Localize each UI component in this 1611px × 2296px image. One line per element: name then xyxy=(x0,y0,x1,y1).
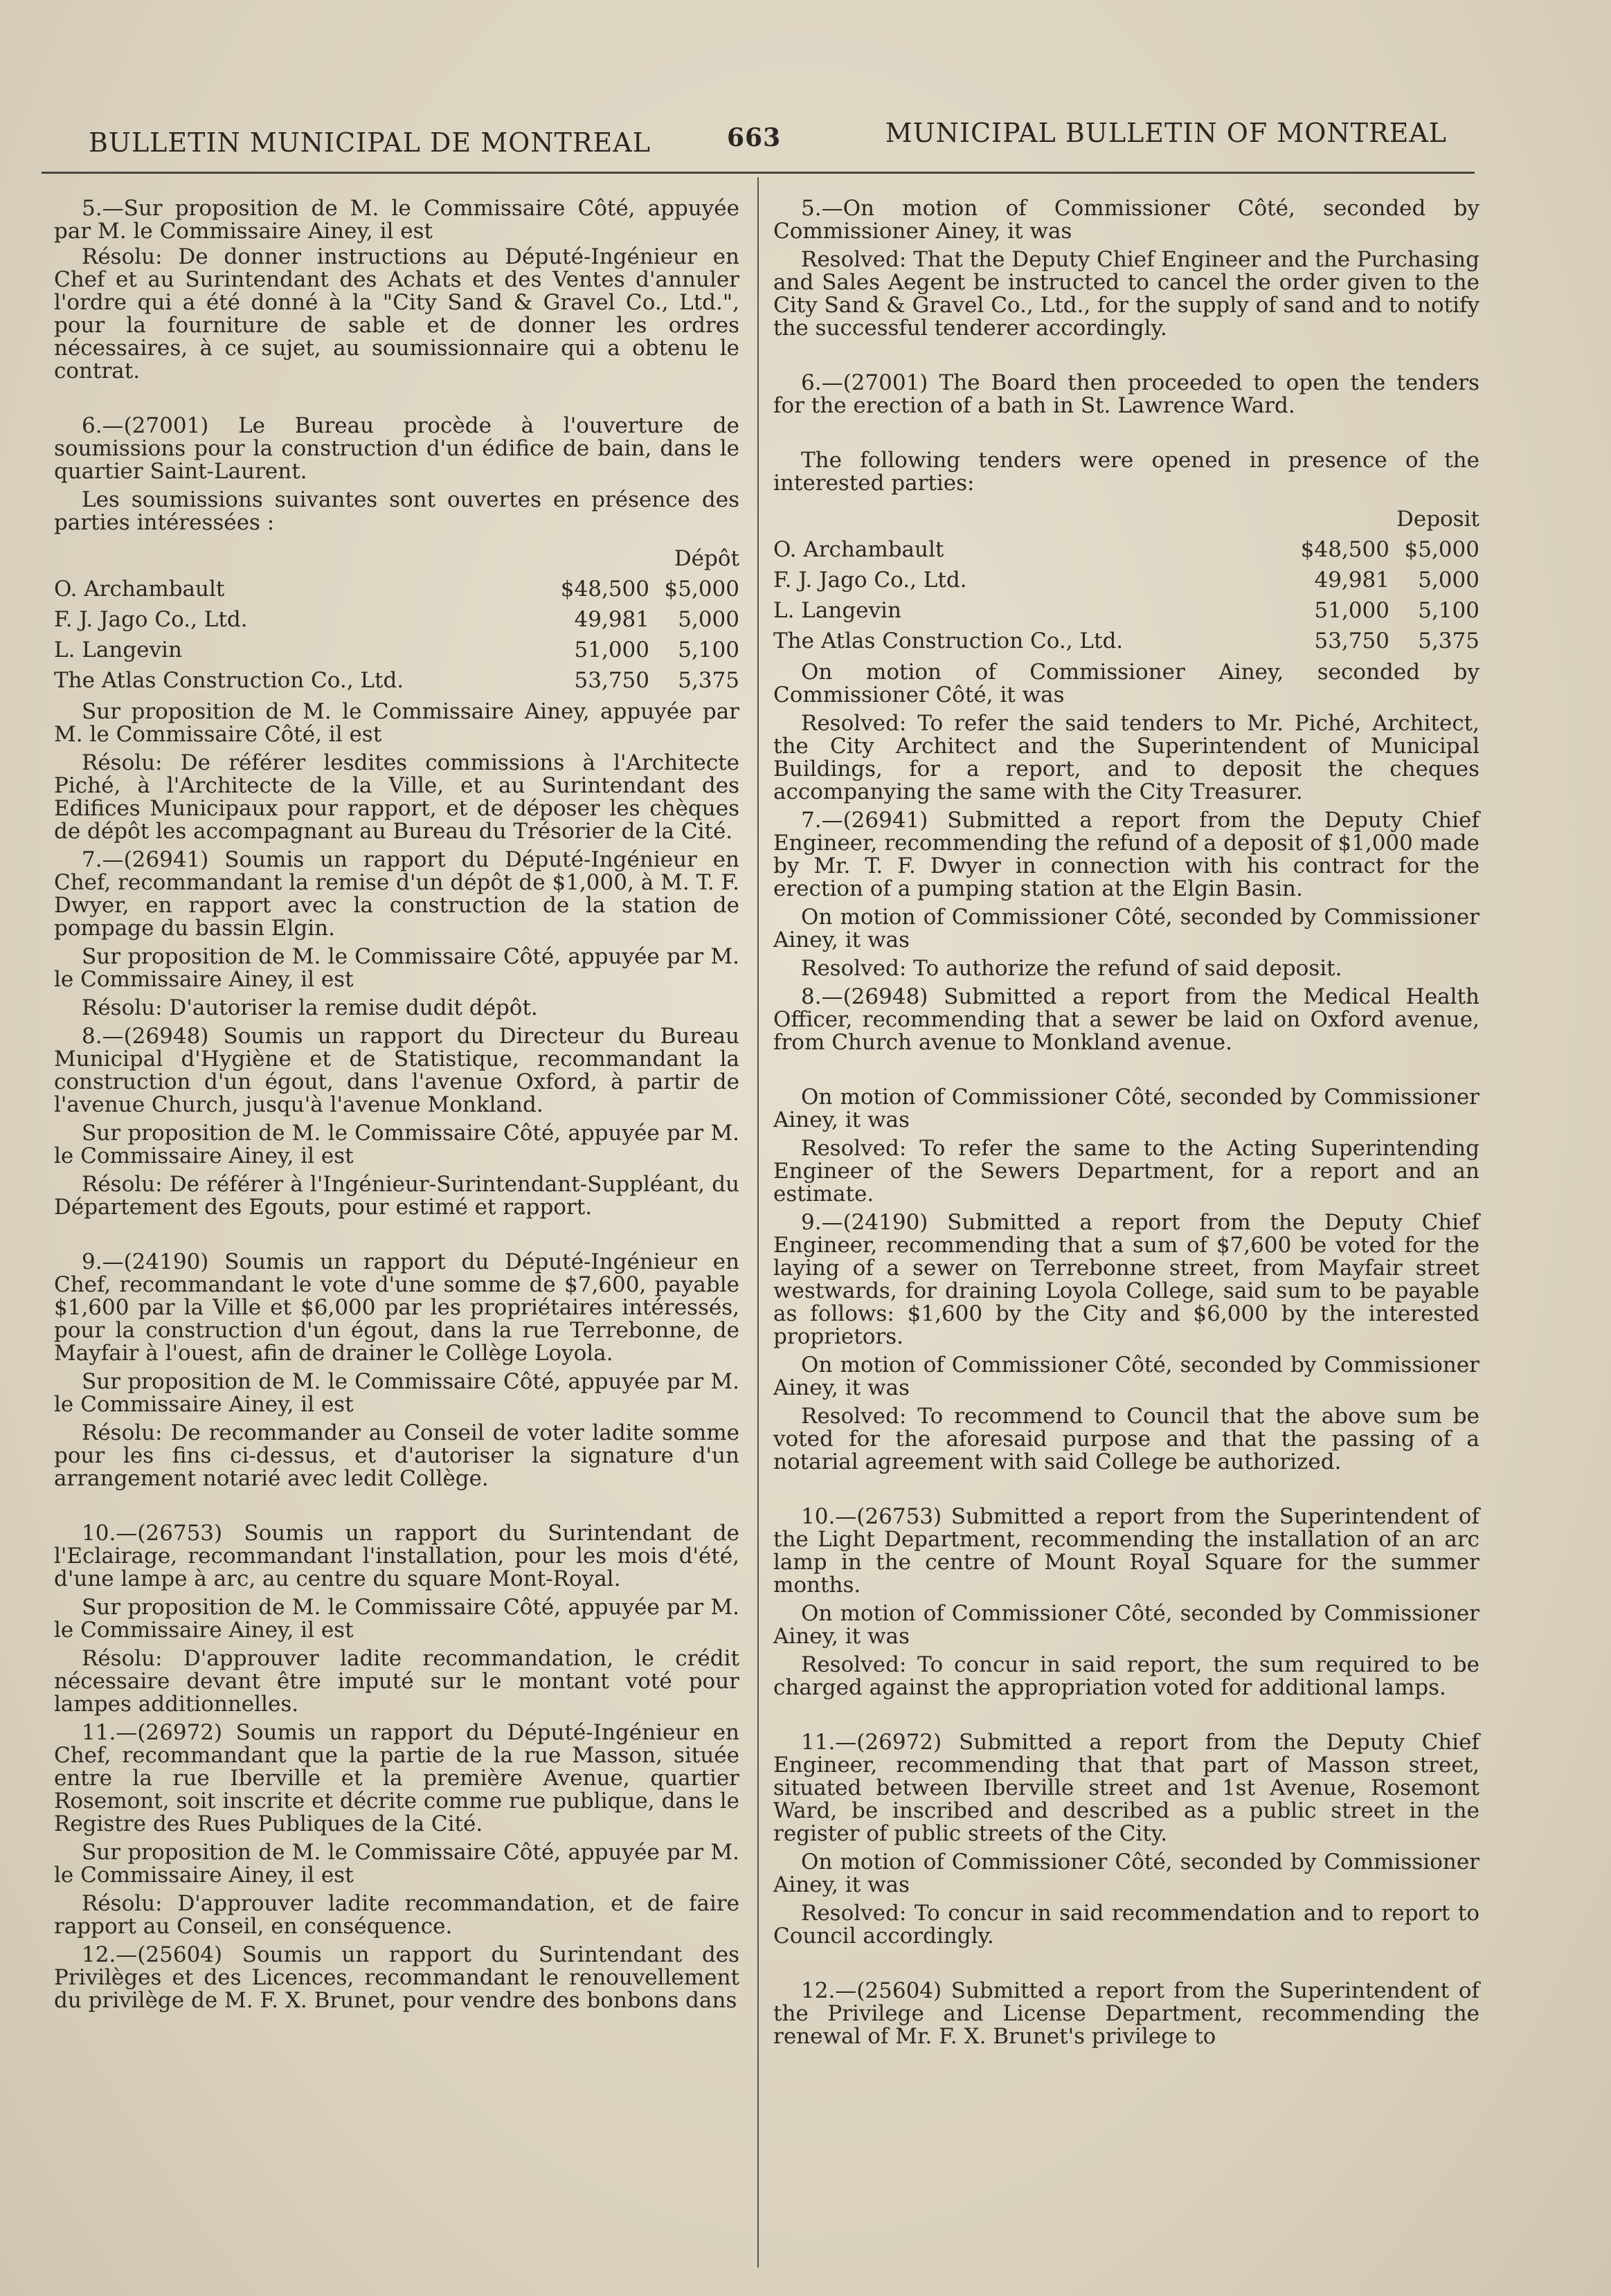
fr-item10-motion: Sur proposition de M. le Commissaire Côté, appuyée par M. le Commissaire Ainey, il est xyxy=(54,1595,739,1643)
header-rule xyxy=(42,172,1475,174)
fr-item8-motion: Sur proposition de M. le Commissaire Côté, appuyée par M. le Commissaire Ainey, il est xyxy=(54,1121,739,1168)
fr-item11-motion: Sur proposition de M. le Commissaire Côté, appuyée par M. le Commissaire Ainey, il est xyxy=(54,1840,739,1888)
fr-item6-motion: Sur proposition de M. le Commissaire Ainey, appuyée par M. le Commissaire Côté, il est xyxy=(54,699,739,747)
table-row xyxy=(773,561,1479,592)
en-item8-text: 8.—(26948) Submitted a report from the Medical Health Officer, recommending that a sewer be laid on Oxford avenue, from Church avenue to Monkland avenue. xyxy=(773,984,1479,1055)
header-title-english: MUNICIPAL BULLETIN OF MONTREAL xyxy=(885,118,1447,148)
en-item6-resolved: Resolved: To refer the said tenders to Mr. Piché, Architect, the City Architect and the Superintendent of Municipal Buildings, for a report, and to deposit the cheques accompanying the same with the City Treasurer. xyxy=(773,711,1479,804)
header-title-french: BULLETIN MUNICIPAL DE MONTREAL xyxy=(89,127,651,158)
en-item11-text: 11.—(26972) Submitted a report from the Deputy Chief Engineer, recommending that that part of Masson street, situated between Iberville street and 1st Avenue, Rosemont Ward, be inscribed and described as a public street in the register of public streets of the City. xyxy=(773,1730,1479,1846)
fr-item11-text: 11.—(26972) Soumis un rapport du Député-Ingénieur en Chef, recommandant que la partie de la rue Masson, située entre la rue Iberville et la première Avenue, quartier Rosemont, soit inscrite et décrite comme rue publique, dans le Registre des Rues Publiques de la Cité. xyxy=(54,1720,739,1836)
table-row xyxy=(54,662,739,692)
en-item9-text: 9.—(24190) Submitted a report from the Deputy Chief Engineer, recommending that a sum of $7,600 be voted for the laying of a sewer on Terrebonne street, from Mayfair street westwards, for draining Loyola College, said sum to be payable as follows: $1,600 by the City and $6,000 by the interested proprietors. xyxy=(773,1210,1479,1349)
tender-deposit: 5,375 xyxy=(1418,629,1479,653)
en-item12-text: 12.—(25604) Submitted a report from the Superintendent of the Privilege and License Department, recommending the renewal of Mr. F. X. Brunet's privilege to xyxy=(773,1978,1479,2049)
fr-item8-text: 8.—(26948) Soumis un rapport du Directeur du Bureau Municipal d'Hygiène et de Statistique, recommandant la construction d'un égout, dans l'avenue Oxford, à partir de l'avenue Church, jusqu'à l'avenue Monkland. xyxy=(54,1024,739,1117)
en-item8-motion: On motion of Commissioner Côté, seconded by Commissioner Ainey, it was xyxy=(773,1085,1479,1132)
fr-item7-motion: Sur proposition de M. le Commissaire Côté, appuyée par M. le Commissaire Ainey, il est xyxy=(54,944,739,992)
en-item9-motion: On motion of Commissioner Côté, seconded by Commissioner Ainey, it was xyxy=(773,1353,1479,1400)
tender-amount: 53,750 xyxy=(1314,629,1389,653)
en-item10-resolved: Resolved: To concur in said report, the sum required to be charged against the appropriation voted for additional lamps. xyxy=(773,1652,1479,1700)
tender-deposit: $5,000 xyxy=(664,577,739,602)
fr-tenders-table xyxy=(54,540,739,692)
tender-deposit: 5,100 xyxy=(678,638,739,662)
en-item7-text: 7.—(26941) Submitted a report from the Deputy Chief Engineer, recommending the refund of a deposit of $1,000 made by Mr. T. F. Dwyer in connection with his contract for the erection of a pumping station at the Elgin Basin. xyxy=(773,808,1479,901)
tender-name: F. J. Jago Co., Ltd. xyxy=(773,568,967,593)
en-item7-resolved: Resolved: To authorize the refund of said deposit. xyxy=(801,956,1342,981)
page-number: 663 xyxy=(727,123,782,152)
tender-deposit: 5,000 xyxy=(1418,568,1479,593)
tender-amount: 51,000 xyxy=(574,638,649,662)
fr-item5-motion: 5.—Sur proposition de M. le Commissaire Côté, appuyée par M. le Commissaire Ainey, il est xyxy=(54,196,739,244)
page-header xyxy=(83,118,1447,166)
table-row xyxy=(54,570,739,601)
table-row xyxy=(54,631,739,662)
en-item6-motion: On motion of Commissioner Ainey, seconded by Commissioner Côté, it was xyxy=(773,660,1479,707)
en-item8-resolved: Resolved: To refer the same to the Acting Superintending Engineer of the Sewers Department, for a report and an estimate. xyxy=(773,1136,1479,1206)
tender-amount: 51,000 xyxy=(1314,598,1389,623)
fr-item5-resolved: Résolu: De donner instructions au Député-Ingénieur en Chef et au Surintendant des Achats et des Ventes d'annuler l'ordre qui a été donné à la "City Sand & Gravel Co., Ltd.", pour la fourniture de sable et de donner les ordres nécessaires, à ce sujet, au soumissionnaire qui a obtenu le contrat. xyxy=(54,244,739,383)
fr-item9-resolved: Résolu: De recommander au Conseil de voter ladite somme pour les fins ci-dessus, et d'autoriser la signature d'un arrangement notarié avec ledit Collège. xyxy=(54,1420,739,1491)
en-item5-motion: 5.—On motion of Commissioner Côté, seconded by Commissioner Ainey, it was xyxy=(773,196,1479,244)
tender-amount: $48,500 xyxy=(1300,537,1389,562)
en-item6-intro: The following tenders were opened in presence of the interested parties: xyxy=(773,448,1479,496)
table-row xyxy=(773,592,1479,622)
column-divider xyxy=(757,177,759,2268)
tender-name: The Atlas Construction Co., Ltd. xyxy=(773,629,1124,653)
fr-item9-motion: Sur proposition de M. le Commissaire Côté, appuyée par M. le Commissaire Ainey, il est xyxy=(54,1369,739,1417)
en-item11-resolved: Resolved: To concur in said recommendation and to report to Council accordingly. xyxy=(773,1901,1479,1949)
en-item10-motion: On motion of Commissioner Côté, seconded by Commissioner Ainey, it was xyxy=(773,1601,1479,1649)
tender-name: F. J. Jago Co., Ltd. xyxy=(54,607,248,632)
tender-amount: $48,500 xyxy=(560,577,649,602)
en-item11-motion: On motion of Commissioner Côté, seconded by Commissioner Ainey, it was xyxy=(773,1850,1479,1897)
tender-name: O. Archambault xyxy=(773,537,944,562)
tender-name: L. Langevin xyxy=(54,638,182,662)
fr-item9-text: 9.—(24190) Soumis un rapport du Député-Ingénieur en Chef, recommandant le vote d'une somme de $7,600, payable $1,600 par la Ville et $6,000 par les propriétaires intéressés, pour la construction d'un égout, dans la rue Terrebonne, de Mayfair à l'ouest, afin de drainer le Collège Loyola. xyxy=(54,1249,739,1366)
tender-deposit: 5,375 xyxy=(678,668,739,693)
tender-deposit: 5,000 xyxy=(678,607,739,632)
french-column xyxy=(54,197,739,2018)
en-item10-text: 10.—(26753) Submitted a report from the Superintendent of the Light Department, recommending the installation of an arc lamp in the centre of Mount Royal Square for the summer months. xyxy=(773,1504,1479,1598)
en-deposit-header: Deposit xyxy=(1396,507,1479,532)
tender-amount: 49,981 xyxy=(574,607,649,632)
en-item7-motion: On motion of Commissioner Côté, seconded by Commissioner Ainey, it was xyxy=(773,905,1479,952)
en-item6-text: 6.—(27001) The Board then proceeded to open the tenders for the erection of a bath in St. Lawrence Ward. xyxy=(773,370,1479,418)
en-item5-resolved: Resolved: That the Deputy Chief Engineer and the Purchasing and Sales Aegent be instructed to cancel the order given to the City Sand & Gravel Co., Ltd., for the supply of sand and to notify the successful tenderer accordingly. xyxy=(773,247,1479,341)
fr-deposit-header: Dépôt xyxy=(674,546,739,571)
fr-item7-text: 7.—(26941) Soumis un rapport du Député-Ingénieur en Chef, recommandant la remise d'un dépôt de $1,000, à M. T. F. Dwyer, en rapport avec la construction de la station de pompage du bassin Elgin. xyxy=(54,847,739,941)
fr-item8-resolved: Résolu: De référer à l'Ingénieur-Surintendant-Suppléant, du Département des Egouts, pour estimé et rapport. xyxy=(54,1172,739,1220)
en-item9-resolved: Resolved: To recommend to Council that the above sum be voted for the aforesaid purpose and that the passing of a notarial agreement with said College be authorized. xyxy=(773,1404,1479,1474)
table-row xyxy=(773,622,1479,653)
fr-item6-text: 6.—(27001) Le Bureau procède à l'ouverture de soumissions pour la construction d'un édifice de bain, dans le quartier Saint-Laurent. xyxy=(54,413,739,484)
fr-item11-resolved: Résolu: D'approuver ladite recommandation, et de faire rapport au Conseil, en conséquence. xyxy=(54,1891,739,1939)
fr-item12-text: 12.—(25604) Soumis un rapport du Surintendant des Privilèges et des Licences, recommandant le renouvellement du privilège de M. F. X. Brunet, pour vendre des bonbons dans xyxy=(54,1942,739,2013)
tender-amount: 49,981 xyxy=(1314,568,1389,593)
english-column xyxy=(773,197,1479,2054)
tender-name: O. Archambault xyxy=(54,577,225,602)
fr-item10-resolved: Résolu: D'approuver ladite recommandation, le crédit nécessaire devant être imputé sur le montant voté pour lampes additionnelles. xyxy=(54,1646,739,1717)
tender-deposit: $5,000 xyxy=(1404,537,1479,562)
fr-item10-text: 10.—(26753) Soumis un rapport du Surintendant de l'Eclairage, recommandant l'installation, pour les mois d'été, d'une lampe à arc, au centre du square Mont-Royal. xyxy=(54,1521,739,1591)
fr-item6-resolved: Résolu: De référer lesdites commissions à l'Architecte Piché, à l'Architecte de la Ville, et au Surintendant des Edifices Municipaux pour rapport, et de déposer les chèques de dépôt les accompagnant au Bureau du Trésorier de la Cité. xyxy=(54,750,739,844)
fr-item7-resolved: Résolu: D'autoriser la remise dudit dépôt. xyxy=(82,995,538,1020)
table-row xyxy=(54,601,739,631)
table-row xyxy=(773,531,1479,561)
fr-item6-intro: Les soumissions suivantes sont ouvertes en présence des parties intéressées : xyxy=(54,487,739,535)
tender-deposit: 5,100 xyxy=(1418,598,1479,623)
tender-name: L. Langevin xyxy=(773,598,901,623)
en-tenders-table xyxy=(773,500,1479,653)
tender-name: The Atlas Construction Co., Ltd. xyxy=(54,668,404,693)
tender-amount: 53,750 xyxy=(574,668,649,693)
